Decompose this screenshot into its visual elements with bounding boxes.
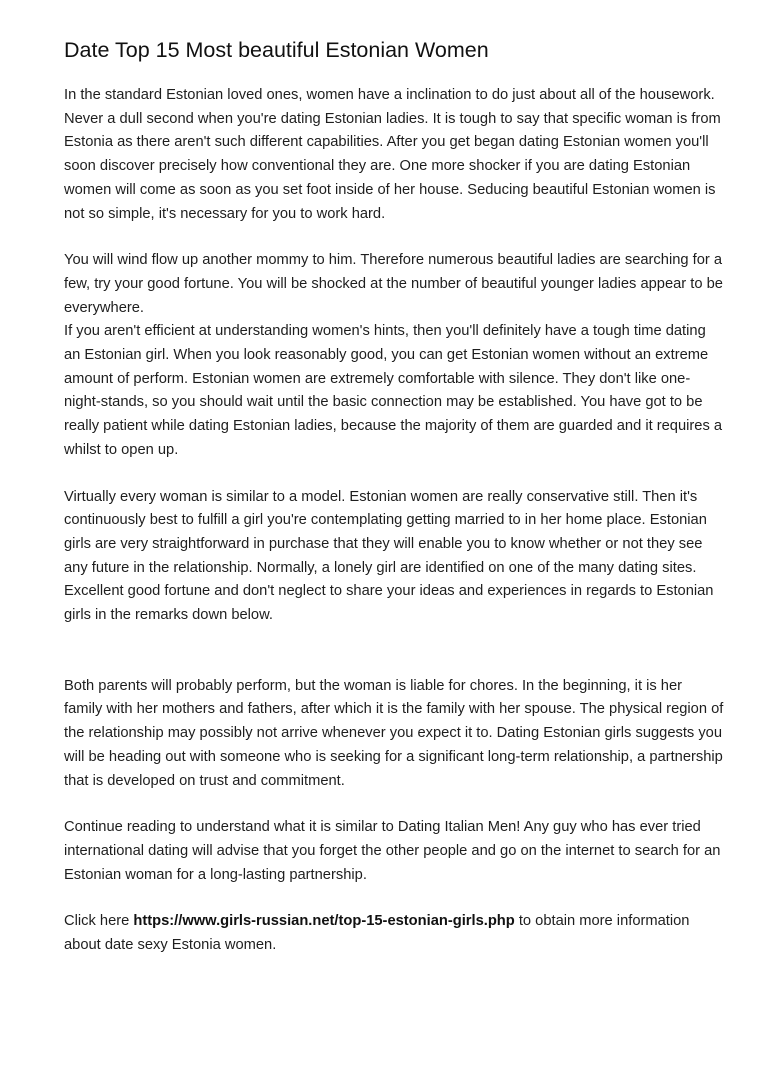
source-link[interactable]: https://www.girls-russian.net/top-15-estonian-girls.php <box>133 913 515 930</box>
document-title: Date Top 15 Most beautiful Estonian Women <box>64 38 489 62</box>
paragraph-1: In the standard Estonian loved ones, women have a inclination to do just about all of the housework. Never a dull second when you're dating Estonian ladies. It is tough to say that specific woman is from Estonia as there aren't such different capabilities. After you get began dating Estonian women you'll soon discover precisely how conventional they are. One more shocker if you are dating Estonian women will come as soon as you set foot inside of her house. Seducing beautiful Estonian women is not so simple, it's necessary for you to work hard. <box>64 87 721 222</box>
paragraph-6: Continue reading to understand what it is similar to Dating Italian Men! Any guy who has ever tried international dating will advise that you forget the other people and go on the internet to search for an Estonian woman for a long-lasting partnership. <box>64 819 721 883</box>
paragraph-2: You will wind flow up another mommy to him. Therefore numerous beautiful ladies are searching for a few, try your good fortune. You will be shocked at the number of beautiful younger ladies appear to be everywhere. <box>64 252 723 316</box>
paragraph-5: Both parents will probably perform, but the woman is liable for chores. In the beginning, it is her family with her mothers and fathers, after which it is the family with her spouse. The physical region of the relationship may possibly not arrive whenever you expect it to. Dating Estonian girls suggests you will be heading out with someone who is seeking for a significant long-term relationship, a partnership that is developed on trust and commitment. <box>64 677 724 789</box>
document-page <box>64 36 724 958</box>
closing-suffix: to obtain more information about date sexy Estonia women. <box>64 913 690 954</box>
paragraph-4: Virtually every woman is similar to a model. Estonian women are really conservative still. Then it's continuously best to fulfill a girl you're contemplating getting married to in her home place. Estonian girls are very straightforward in purchase that they will enable you to know whether or not they see any future in the relationship. Normally, a lonely girl are identified on one of the many dating sites. Excellent good fortune and don't neglect to share your ideas and experiences in regards to Estonian girls in the remarks down below. <box>64 488 714 624</box>
closing-paragraph <box>64 910 724 957</box>
closing-prefix: Click here <box>64 913 134 930</box>
paragraph-3: If you aren't efficient at understanding women's hints, then you'll definitely have a tough time dating an Estonian girl. When you look reasonably good, you can get Estonian women without an extreme amount of perform. Estonian women are extremely comfortable with silence. They don't like one-night-stands, so you should wait until the basic connection may be established. You have got to be really patient while dating Estonian ladies, because the majority of them are guarded and it requires a whilst to open up. <box>64 323 723 458</box>
